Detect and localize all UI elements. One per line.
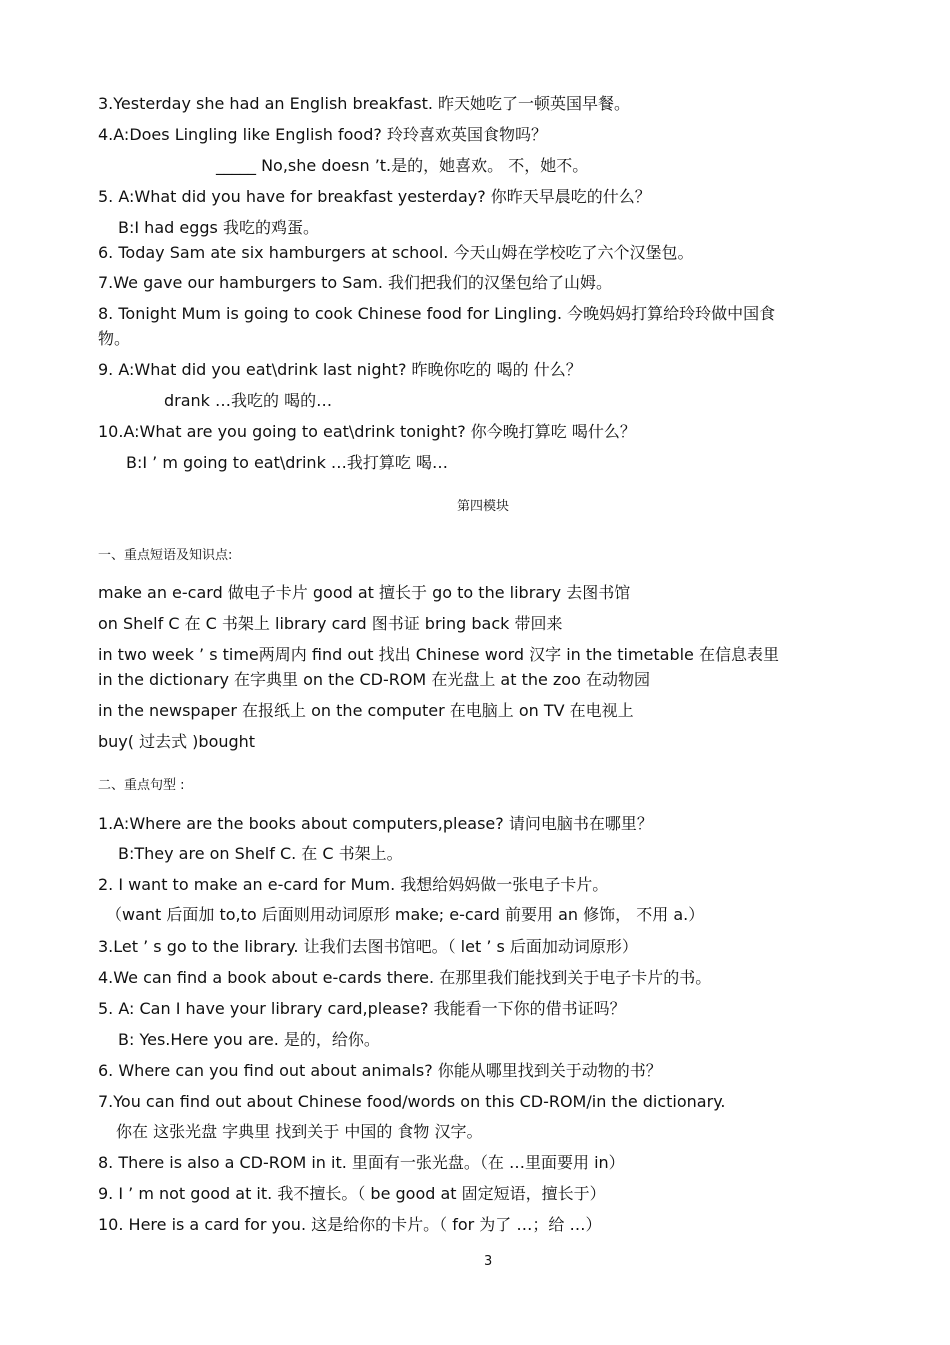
text-line: 物。: [98, 329, 131, 348]
text-line: 3.Yesterday she had an English breakfast. 昨天她吃了一顿英国早餐。: [98, 94, 631, 113]
text-line: 你在 这张光盘 字典里 找到关于 中国的 食物 汉字。: [116, 1122, 483, 1141]
text-line: 9. I ’ m not good at it. 我不擅长。（ be good at 固定短语，擅长于）: [98, 1184, 606, 1203]
text-line: 4.A:Does Lingling like English food? 玲玲喜欢英国食物吗？: [98, 125, 547, 144]
text-line: 5. A:What did you have for breakfast yesterday? 你昨天早晨吃的什么？: [98, 187, 651, 206]
text-line: in the newspaper 在报纸上 on the computer 在电脑上 on TV 在电视上: [98, 701, 634, 720]
text-line: 6. Where can you find out about animals? 你能从哪里找到关于动物的书？: [98, 1061, 662, 1080]
text-line: drank …我吃的 喝的…: [164, 391, 333, 410]
text-line: 1.A:Where are the books about computers,please? 请问电脑书在哪里？: [98, 814, 653, 833]
text-line: 3.Let ’ s go to the library. 让我们去图书馆吧。（ let ’ s 后面加动词原形）: [98, 937, 638, 956]
text-line: 7.We gave our hamburgers to Sam. 我们把我们的汉堡包给了山姆。: [98, 273, 613, 292]
text-line: 8. Tonight Mum is going to cook Chinese food for Lingling. 今晚妈妈打算给玲玲做中国食: [98, 304, 776, 323]
text-line: in two week ’ s time两周内 find out 找出 Chinese word 汉字 in the timetable 在信息表里: [98, 645, 779, 664]
text-line: 8. There is also a CD-ROM in it. 里面有一张光盘。（在 …里面要用 in）: [98, 1153, 625, 1172]
text-line: 10. Here is a card for you. 这是给你的卡片。（ for 为了 …；给 …）: [98, 1215, 602, 1234]
text-line: make an e-card 做电子卡片 good at 擅长于 go to the library 去图书馆: [98, 583, 631, 602]
text-line: 6. Today Sam ate six hamburgers at school. 今天山姆在学校吃了六个汉堡包。: [98, 243, 694, 262]
text-line: 10.A:What are you going to eat\drink tonight? 你今晚打算吃 喝什么？: [98, 422, 636, 441]
text-line: B: Yes.Here you are. 是的，给你。: [118, 1030, 380, 1049]
section-heading: 二、重点句型 :: [98, 778, 185, 793]
section-heading: 一、重点短语及知识点:: [98, 548, 233, 563]
text-line: 7.You can find out about Chinese food/words on this CD-ROM/in the dictionary.: [98, 1092, 726, 1111]
text-line: 5. A: Can I have your library card,please? 我能看一下你的借书证吗？: [98, 999, 626, 1018]
text-line: B:I had eggs 我吃的鸡蛋。: [118, 218, 319, 237]
page-number: 3: [484, 1254, 493, 1269]
text-line: buy( 过去式 )bought: [98, 732, 256, 751]
text-line: on Shelf C 在 C 书架上 library card 图书证 bring back 带回来: [98, 614, 563, 633]
text-line: 9. A:What did you eat\drink last night? 昨晚你吃的 喝的 什么？: [98, 360, 582, 379]
text-line: B:They are on Shelf C. 在 C 书架上。: [118, 844, 403, 863]
text-line: B:I ’ m going to eat\drink …我打算吃 喝…: [126, 453, 449, 472]
text-line: 4.We can find a book about e-cards there. 在那里我们能找到关于电子卡片的书。: [98, 968, 712, 987]
text-line: _____ No,she doesn ’t.是的，她喜欢。 不，她不。: [216, 156, 589, 175]
text-line: in the dictionary 在字典里 on the CD-ROM 在光盘上 at the zoo 在动物园: [98, 670, 650, 689]
text-line: 2. I want to make an e-card for Mum. 我想给妈妈做一张电子卡片。: [98, 875, 609, 894]
text-line: （want 后面加 to,to 后面则用动词原形 make; e-card 前要用 an 修饰， 不用 a.）: [106, 905, 705, 924]
section-title: 第四模块: [457, 499, 510, 514]
